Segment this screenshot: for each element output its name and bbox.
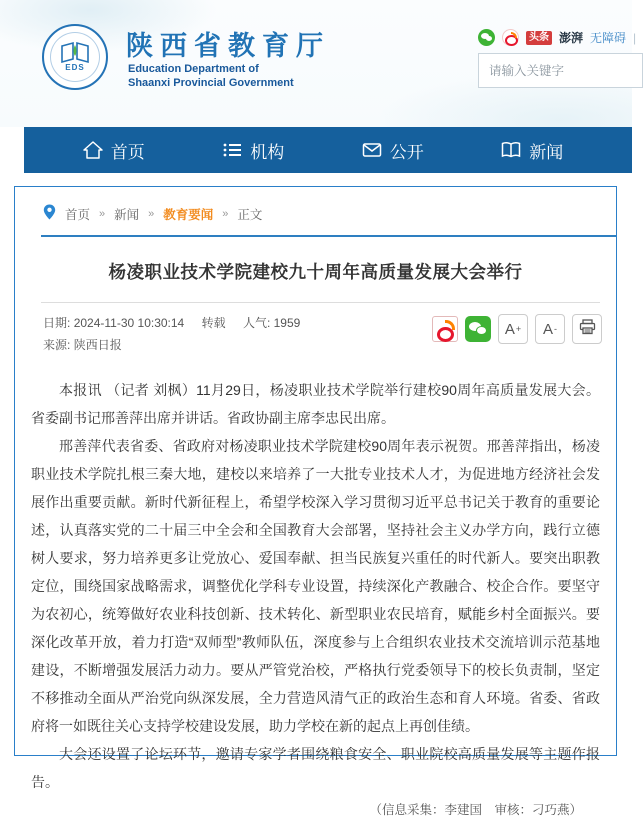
- site-header: [0, 0, 637, 127]
- breadcrumb-separator: »: [222, 207, 229, 220]
- date-label: 日期:: [43, 316, 71, 330]
- editor-signature: （信息采集：李建国 审核：刁巧燕）: [369, 803, 582, 817]
- nav-item-home[interactable]: [83, 138, 145, 163]
- source-value: 陕西日报: [73, 338, 122, 352]
- share-weibo-icon[interactable]: [432, 316, 458, 342]
- nav-item-label: 首页: [110, 142, 145, 162]
- print-button[interactable]: [572, 314, 602, 344]
- breadcrumb-separator: »: [99, 207, 106, 220]
- list-icon: [222, 141, 242, 159]
- source-label: 来源:: [43, 338, 71, 352]
- article-title: 杨凌职业技术学院建校九十周年高质量发展大会举行: [108, 262, 523, 282]
- views-label: 人气:: [242, 316, 271, 330]
- pengpai-icon[interactable]: 澎湃: [559, 31, 584, 45]
- nav-item-orgs[interactable]: [222, 138, 284, 163]
- font-increase-button[interactable]: A +: [498, 314, 528, 344]
- main-nav: [24, 127, 632, 173]
- date-value: 2024-11-30 10:30:14: [73, 316, 185, 330]
- site-title: 陕西省教育厅: [126, 31, 330, 61]
- site-subtitle: [128, 62, 294, 90]
- search-box: [478, 53, 643, 88]
- article-meta: [15, 303, 616, 362]
- breadcrumb-current: 正文: [237, 207, 263, 222]
- envelope-icon: [362, 141, 382, 159]
- wechat-icon[interactable]: [478, 29, 495, 46]
- article-paragraph: 本报讯 （记者 刘枫）11月29日，杨凌职业技术学院举行建校90周年高质量发展大会。省委副书记邢善萍出席并讲话。省政协副主席李忠民出席。: [31, 382, 600, 426]
- site-subtitle-line2: Shaanxi Provincial Government: [128, 77, 294, 89]
- nav-item-label: 新闻: [529, 142, 564, 162]
- breadcrumb-separator: »: [148, 207, 155, 220]
- toutiao-icon[interactable]: 头条: [526, 31, 552, 45]
- weibo-icon[interactable]: [502, 29, 519, 46]
- social-links: [478, 29, 638, 46]
- views-value: 1959: [273, 316, 301, 330]
- share-wechat-icon[interactable]: [465, 316, 491, 342]
- meta-text: [43, 312, 300, 356]
- breadcrumb-education-highlights[interactable]: 教育要闻: [163, 207, 214, 222]
- accessibility-link[interactable]: 无障碍: [590, 31, 627, 45]
- article-card: [14, 186, 617, 817]
- book-icon: [501, 141, 521, 159]
- breadcrumb-home[interactable]: 首页: [65, 207, 91, 222]
- breadcrumb: [15, 187, 616, 235]
- social-separator: |: [633, 30, 637, 45]
- article-paragraph: 大会还设置了论坛环节，邀请专家学者围绕粮食安全、职业院校高质量发展等主题作报告。: [31, 746, 600, 790]
- site-subtitle-line1: Education Department of: [128, 63, 259, 75]
- repost-flag: 转载: [201, 316, 226, 330]
- article-paragraph: 邢善萍代表省委、省政府对杨凌职业技术学院建校90周年表示祝贺。邢善萍指出，杨凌职业技术学院扎根三秦大地，建校以来培养了一大批专业技术人才，为促进地方经济社会发展作出重要贡献。新时代新征程上，希望学校深入学习贯彻习近平总书记关于教育的重要论述，认真落实党的二十届三中全会和全国教育大会部署，坚持社会主义办学方向，践行立德树人要求，努力培养更多让党放心、爱国奉献、担当民族复兴重任的时代新人。要突出职教定位，围绕国家战略需求，调整优化学科专业设置，持续深化产教融合、校企合作。要坚守为农初心，统筹做好农业科技创新、技术转化、新型职业农民培育，赋能乡村全面振兴。要深化改革开放，着力打造“双师型”教师队伍，深度参与上合组织农业技术交流培训示范基地建设，不断增强发展活力动力。要从严管党治校，严格执行党委领导下的校长负责制，坚定不移推动全面从严治党向纵深发展，全力营造风清气正的政治生态和育人环境。省委、省政府将一如既往关心支持学校建设发展，助力学校在新的起点上再创佳绩。: [31, 438, 600, 734]
- article-tools: [432, 312, 602, 344]
- font-decrease-button[interactable]: A -: [535, 314, 565, 344]
- article-body: [15, 362, 616, 818]
- nav-item-disclosure[interactable]: [362, 138, 424, 163]
- nav-item-label: 公开: [389, 142, 424, 162]
- department-logo: [42, 24, 108, 90]
- nav-item-label: 机构: [250, 142, 285, 162]
- logo-book-icon: [60, 42, 90, 62]
- home-icon: [83, 141, 103, 159]
- search-input[interactable]: [479, 54, 642, 87]
- location-pin-icon: [43, 204, 56, 223]
- printer-icon: [579, 319, 596, 339]
- nav-item-news[interactable]: [501, 138, 563, 163]
- logo-eds-text: EDS: [65, 63, 85, 72]
- breadcrumb-news[interactable]: 新闻: [114, 207, 140, 222]
